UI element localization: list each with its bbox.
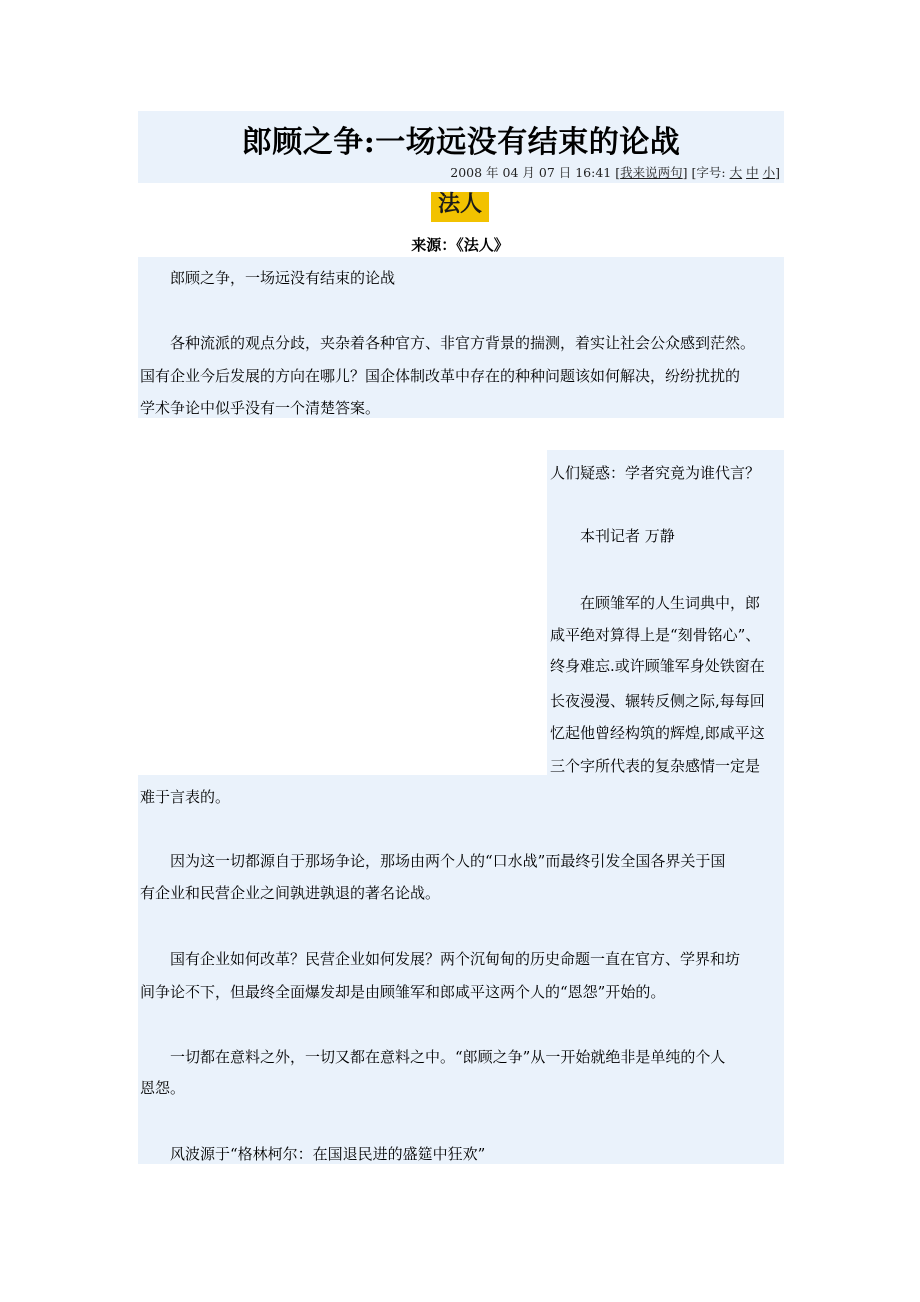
intro-paragraph-2-line-1: 各种流派的观点分歧，夹杂着各种官方、非官方背景的揣测，着实让社会公众感到茫然。 xyxy=(140,334,756,352)
body-continuation: 难于言表的。 xyxy=(140,788,231,806)
font-size-label: [字号: xyxy=(691,165,726,180)
bracket-close: ] xyxy=(682,165,688,180)
body-paragraph-1-line-2: 有企业和民营企业之间孰进孰退的著名论战。 xyxy=(140,884,441,902)
body-paragraph-1-line-1: 因为这一切都源自于那场争论，那场由两个人的“口水战”而最终引发全国各界关于国 xyxy=(140,852,726,870)
logo-text: 法人 xyxy=(437,191,482,217)
body-paragraph-3-line-1: 一切都在意料之外，一切又都在意料之中。“郎顾之争”从一开始就绝非是单纯的个人 xyxy=(140,1048,726,1066)
body-paragraph-2-line-2: 间争论不下，但最终全面爆发却是由顾雏军和郎咸平这两个人的“恩怨”开始的。 xyxy=(140,983,666,1001)
intro-paragraph-2-line-3: 学术争论中似乎没有一个清楚答案。 xyxy=(140,399,381,417)
body-paragraph-4: 风波源于“格林柯尔：在国退民进的盛筵中狂欢” xyxy=(140,1145,486,1163)
intro-paragraph-2-line-2: 国有企业今后发展的方向在哪儿？国企体制改革中存在的种种问题该如何解决，纷纷扰扰的 xyxy=(140,367,741,385)
body-paragraph-3-line-2: 恩怨。 xyxy=(140,1079,186,1097)
article-meta xyxy=(450,163,780,181)
font-size-bracket: ] xyxy=(775,165,780,180)
magazine-logo xyxy=(431,192,489,222)
sidebar-byline: 本刊记者 万静 xyxy=(550,527,675,545)
comment-link[interactable]: 我来说两句 xyxy=(620,165,683,180)
sidebar-line-5: 忆起他曾经构筑的辉煌,郎咸平这 xyxy=(550,724,765,742)
article-source: 来源：《法人》 xyxy=(411,236,509,254)
sidebar-line-6: 三个字所代表的复杂感情一定是 xyxy=(550,757,761,775)
body-paragraph-2-line-1: 国有企业如何改革？民营企业如何发展？两个沉甸甸的历史命题一直在官方、学界和坊 xyxy=(140,950,741,968)
sidebar-line-1: 在顾雏军的人生词典中，郎 xyxy=(550,594,761,612)
bracket-open: [ xyxy=(615,165,621,180)
article-title: 郎顾之争:一场远没有结束的论战 xyxy=(241,125,681,160)
sidebar-line-3: 终身难忘.或许顾雏军身处铁窗在 xyxy=(550,657,765,675)
sidebar-heading: 人们疑惑：学者究竟为谁代言？ xyxy=(550,464,761,482)
publish-date: 2008 年 04 月 07 日 16:41 xyxy=(450,165,612,180)
sidebar-line-2: 咸平绝对算得上是“刻骨铭心”、 xyxy=(550,626,761,644)
font-large-link[interactable]: 大 xyxy=(729,165,743,180)
font-small-link[interactable]: 小 xyxy=(762,165,776,180)
font-medium-link[interactable]: 中 xyxy=(746,165,759,180)
title-band xyxy=(138,111,784,183)
sidebar-line-4: 长夜漫漫、辗转反侧之际,每每回 xyxy=(550,692,765,710)
intro-paragraph-1: 郎顾之争，一场远没有结束的论战 xyxy=(140,269,396,287)
